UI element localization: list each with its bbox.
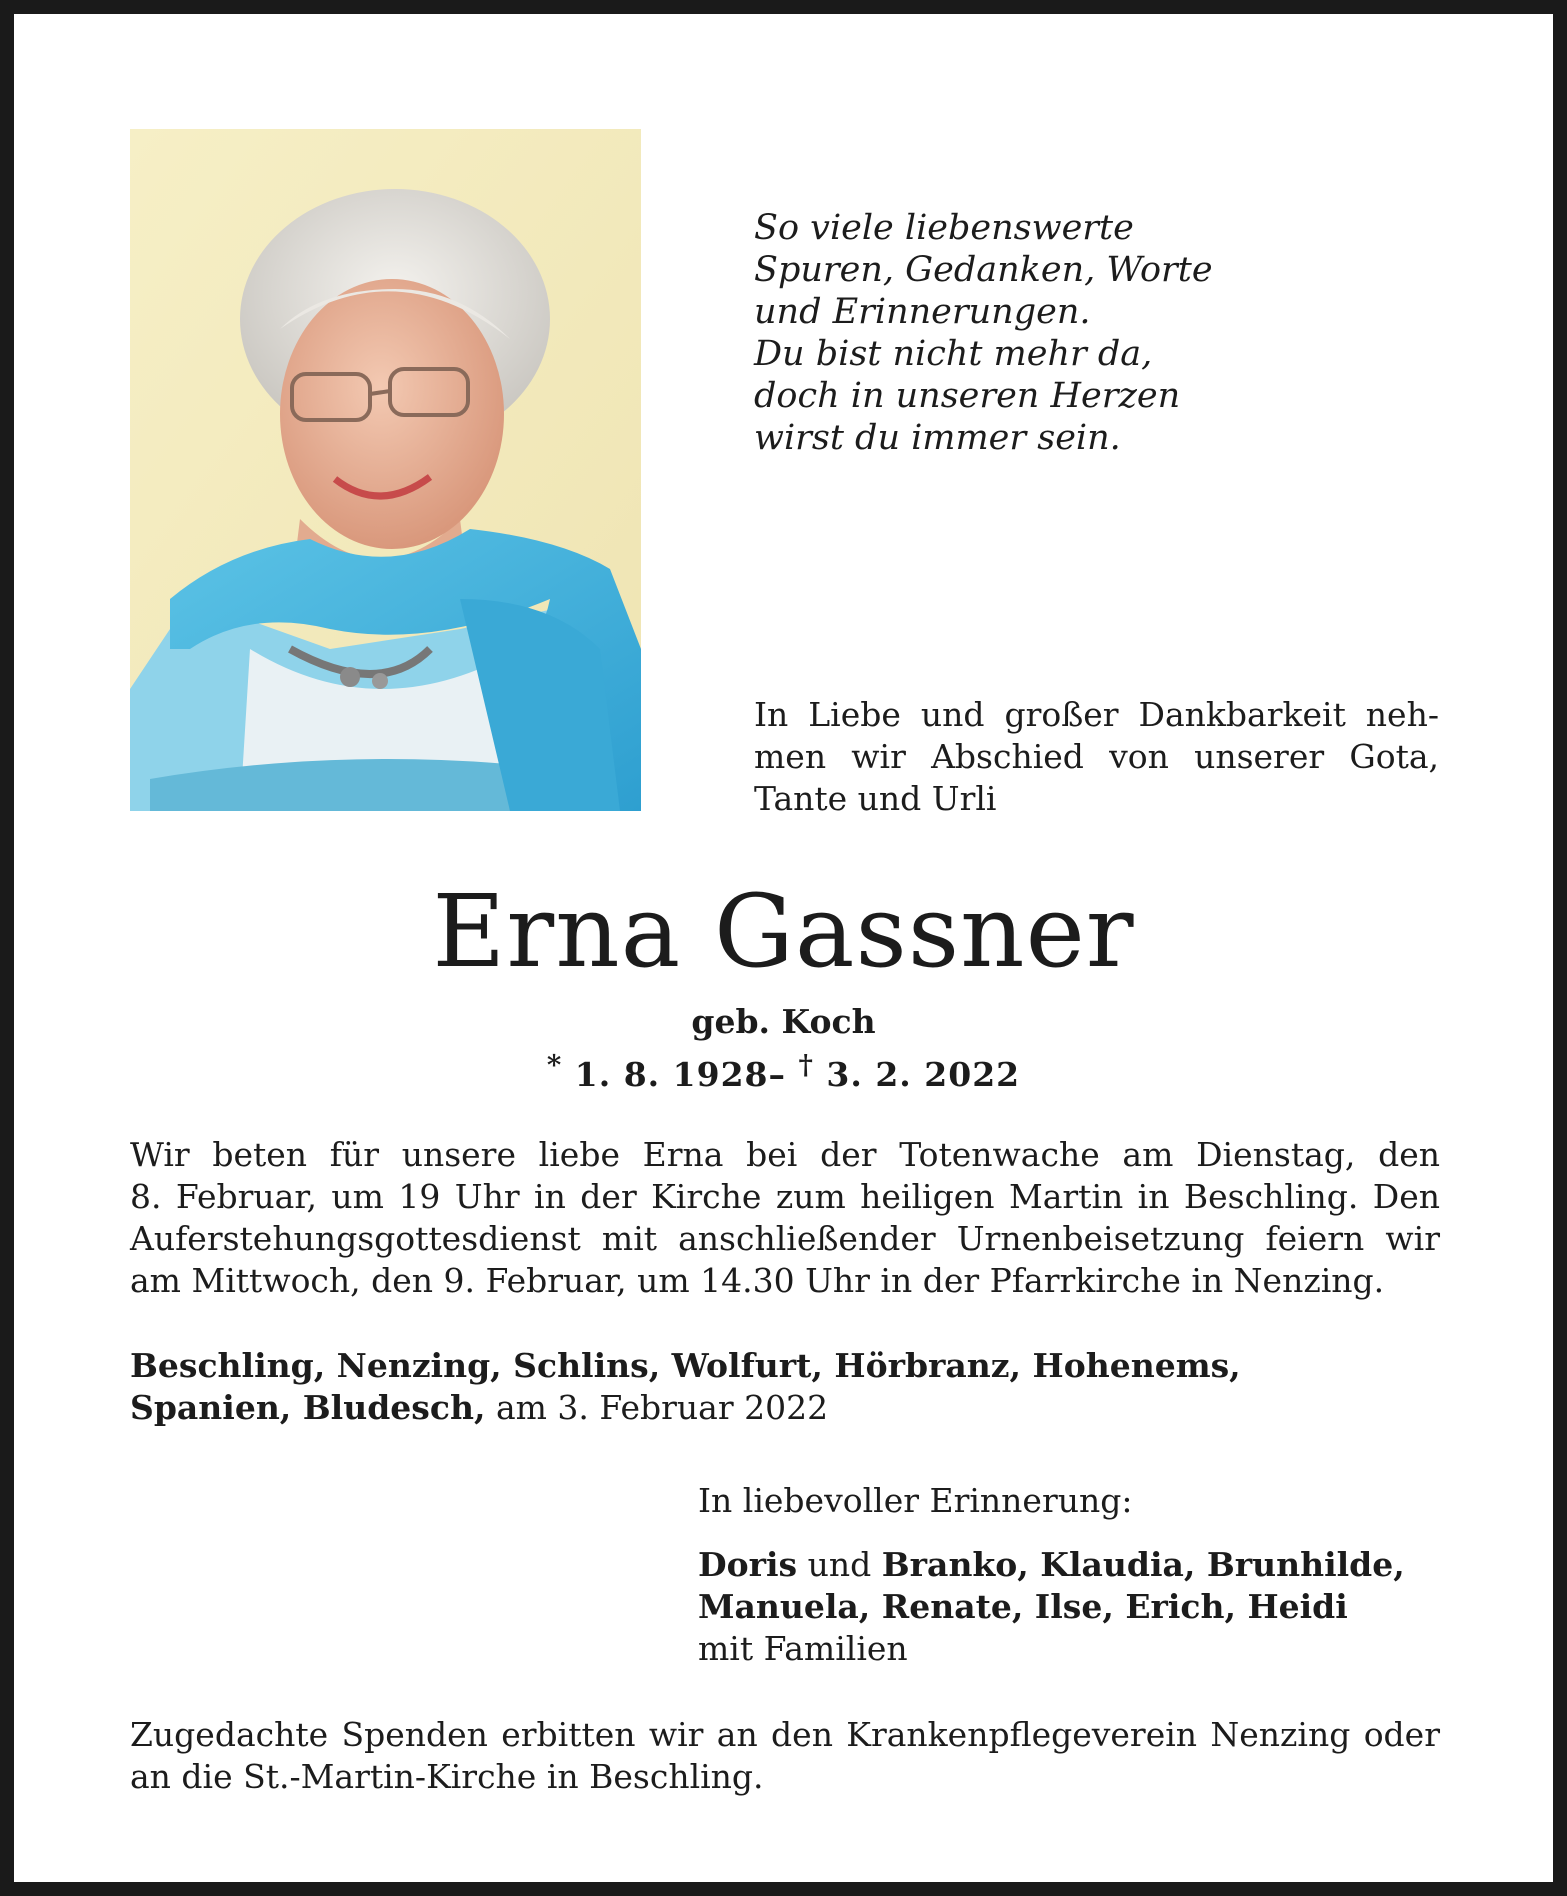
donation-line: Zugedachte Spenden erbitten wir an den Krankenpflegeverein Nenzing oder: [130, 1715, 1440, 1754]
mourners-line: [698, 1544, 1440, 1586]
intro-line: men wir Abschied von unserer Gota,: [754, 737, 1439, 776]
places-line: Beschling, Nenzing, Schlins, Wolfurt, Hörbranz, Hohenems,: [130, 1346, 1241, 1385]
birth-symbol: *: [546, 1049, 563, 1081]
poem-line: Du bist nicht mehr da,: [754, 334, 1153, 374]
mourner-connector: und: [807, 1545, 872, 1584]
mourner-name: Doris: [698, 1545, 798, 1584]
death-symbol: †: [798, 1049, 814, 1081]
donation-line: an die St.-Martin-Kirche in Beschling.: [130, 1757, 764, 1796]
service-text: [130, 1134, 1440, 1302]
service-line: Auferstehungsgottesdienst mit anschließender Urnenbeisetzung feiern wir: [130, 1219, 1440, 1258]
places-line-2: [130, 1387, 1440, 1429]
service-line: Wir beten für unsere liebe Erna bei der Totenwache am Dienstag, den: [130, 1135, 1440, 1174]
mourners-families: mit Familien: [698, 1629, 908, 1668]
place-date: am 3. Februar 2022: [495, 1388, 829, 1427]
places-date: [130, 1345, 1440, 1429]
poem-line: Spuren, Gedanken, Worte: [754, 250, 1213, 290]
service-line: 8. Februar, um 19 Uhr in der Kirche zum heiligen Martin in Beschling. Den: [130, 1177, 1440, 1216]
birth-date: 1. 8. 1928: [574, 1055, 769, 1094]
memory-section: [698, 1480, 1440, 1670]
life-dates: [14, 1044, 1553, 1096]
service-line: am Mittwoch, den 9. Februar, um 14.30 Uhr in der Pfarrkirche in Nenzing.: [130, 1261, 1385, 1300]
poem-line: wirst du immer sein.: [754, 418, 1121, 458]
poem-line: doch in unseren Herzen: [754, 376, 1181, 416]
poem-line: und Erinnerungen.: [754, 292, 1091, 332]
death-date: 3. 2. 2022: [826, 1055, 1021, 1094]
memory-heading: In liebevoller Erinnerung:: [698, 1481, 1133, 1520]
donation-text: [130, 1714, 1440, 1798]
mourners-line: Manuela, Renate, Ilse, Erich, Heidi: [698, 1587, 1348, 1626]
intro-text: [754, 694, 1439, 820]
obituary-page: [14, 14, 1553, 1882]
places-bold: Spanien, Bludesch,: [130, 1388, 486, 1427]
deceased-name: Erna Gassner: [432, 873, 1135, 990]
intro-line: In Liebe und großer Dankbarkeit neh-: [754, 695, 1439, 734]
date-separator: –: [768, 1055, 786, 1094]
intro-line: Tante und Urli: [754, 779, 997, 818]
birth-name: geb. Koch: [691, 1002, 876, 1041]
portrait-photo: [130, 129, 641, 811]
poem-line: So viele liebenswerte: [754, 208, 1134, 248]
poem: [754, 207, 1254, 459]
mourner-names: Branko, Klaudia, Brunhilde,: [881, 1545, 1405, 1584]
